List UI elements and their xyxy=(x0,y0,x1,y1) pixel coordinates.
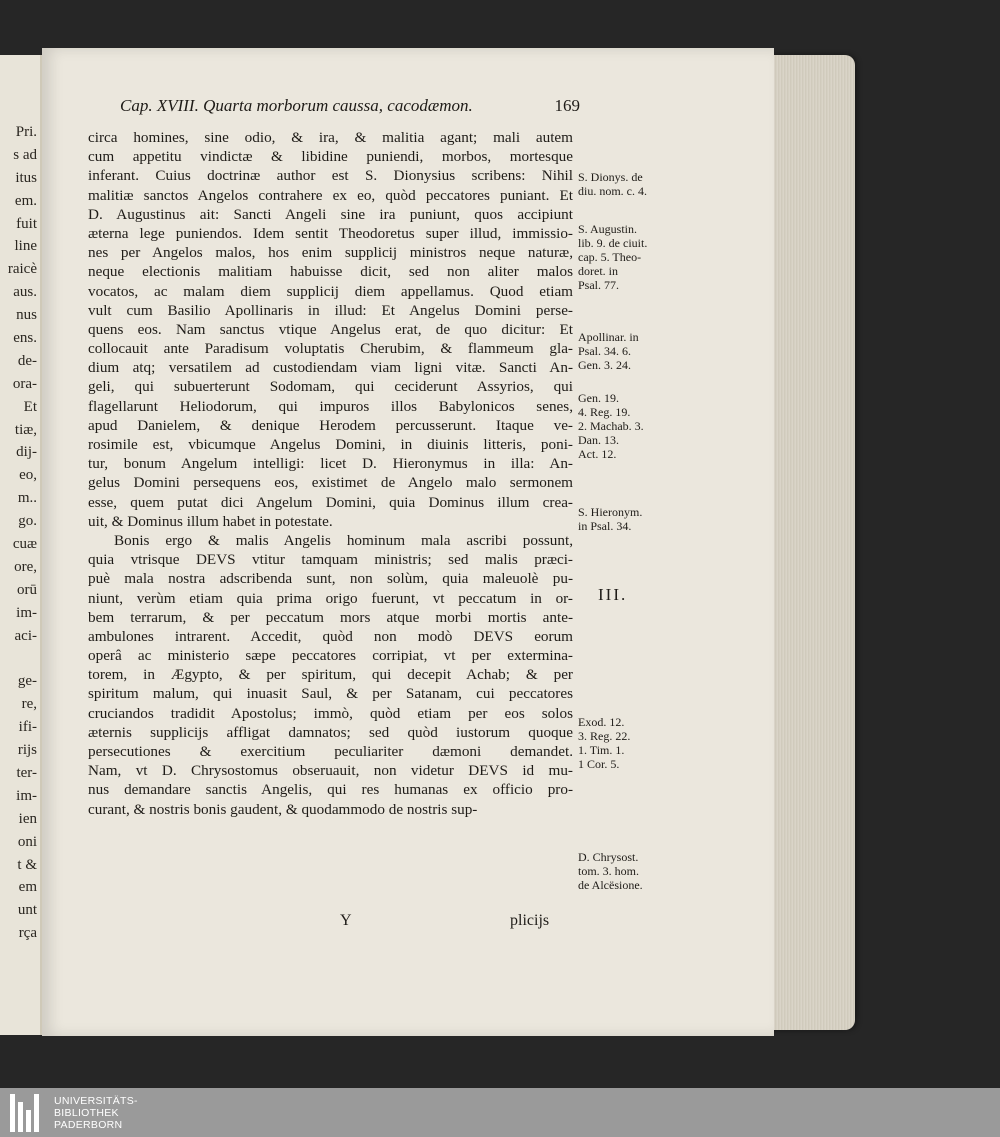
margin-note-line: Act. 12. xyxy=(578,447,617,461)
margin-note-line: doret. in xyxy=(578,264,618,278)
text-line: tur, bonum Angelum intelligi: licet D. Hieronymus in illa: An- xyxy=(88,455,573,473)
margin-note-line: III. xyxy=(598,585,628,604)
fragment-line: de- xyxy=(17,352,37,369)
text-line: nes per Angelos malos, hos enim supplicij ministros neque naturæ, xyxy=(88,244,573,262)
margin-note-line: de Alcësione. xyxy=(578,878,643,892)
fragment-line: ore, xyxy=(14,558,37,575)
margin-note xyxy=(578,715,678,771)
page-number: 169 xyxy=(554,96,580,115)
text-line: vocatos, ac malam diem supplicij diem appellamus. Quod etiam xyxy=(88,282,573,300)
fragment-line: ter- xyxy=(16,764,37,781)
library-name-line1: UNIVERSITÄTS- xyxy=(54,1094,138,1107)
margin-note-line: D. Chrysost. xyxy=(578,850,639,864)
margin-note-line: Apollinar. in xyxy=(578,330,639,344)
margin-note xyxy=(578,391,678,461)
library-name-line2: BIBLIOTHEK xyxy=(54,1106,119,1119)
library-logo-icon xyxy=(10,1094,46,1132)
fragment-line: line xyxy=(14,238,37,255)
text-line: ambulones intrarent. Accedit, quòd non modò DEVS eorum xyxy=(88,627,573,645)
margin-note-line: Psal. 34. 6. xyxy=(578,344,632,358)
text-line: cum appetitu vindictæ & libidine puniendi, morbos, mortesque xyxy=(88,148,573,166)
running-head xyxy=(120,96,580,116)
fragment-line: re, xyxy=(21,696,37,713)
text-line: neque electionis malitiam habuisse dicit, sed non aliter malos xyxy=(88,263,573,281)
text-line: flagellarunt Heliodorum, qui impuros illos Babylonicos senes, xyxy=(88,397,573,415)
fragment-line: ifi- xyxy=(18,719,37,736)
fragment-line: rça xyxy=(18,925,37,942)
main-text-block xyxy=(88,128,573,819)
fragment-line: rijs xyxy=(17,742,37,759)
text-line: æterna lege puniendos. Idem sentit Theodoretus super illud, immissio- xyxy=(88,224,573,242)
previous-page-text xyxy=(0,123,40,947)
fragment-line: m.. xyxy=(17,490,37,507)
text-line: cruciandos tradidit Apostolus; immò, quòd etiam per eos solos xyxy=(88,704,573,722)
text-line: malitiæ sanctos Angelos contrahere ex eo, quòd peccatores puniant. Et xyxy=(88,186,573,204)
fragment-line: oni xyxy=(17,833,37,850)
text-line: geli, qui subuerterunt Sodomam, qui ceciderunt Assyrios, qui xyxy=(88,378,573,396)
page-block-edges xyxy=(760,55,855,1030)
fragment-line xyxy=(0,649,40,672)
fragment-line: tiæ, xyxy=(14,421,37,438)
margin-note-line: Dan. 13. xyxy=(578,433,619,447)
text-line: persecutiones & exercitium peculiariter dæmoni demandet. xyxy=(88,743,573,760)
text-line: uit, & Dominus illum habet in potestate. xyxy=(88,512,333,530)
fragment-line: Et xyxy=(23,398,37,415)
section-number xyxy=(598,585,698,604)
fragment-line: orū xyxy=(17,581,37,598)
fragment-line: ora- xyxy=(12,375,37,392)
signature-mark: Y xyxy=(340,912,352,929)
text-line: curant, & nostris bonis gaudent, & quodammodo de nostris sup- xyxy=(88,800,478,818)
margin-note-line: in Psal. 34. xyxy=(578,519,632,533)
margin-note-line: S. Hieronym. xyxy=(578,505,643,519)
fragment-line: s ad xyxy=(13,146,37,163)
margin-note-line: 1 Cor. 5. xyxy=(578,757,620,771)
library-name xyxy=(54,1095,138,1131)
fragment-line: em xyxy=(18,879,37,896)
text-line: bem terrarum, & per peccatum mors atque morbi mortis ante- xyxy=(88,608,573,626)
fragment-line: unt xyxy=(17,902,37,919)
margin-note-line: 4. Reg. 19. xyxy=(578,405,631,419)
text-line: apud Danielem, & denique Herodem percusserunt. Itaque ve- xyxy=(88,416,573,434)
fragment-line: Pri. xyxy=(15,124,37,140)
margin-note-line: S. Dionys. de xyxy=(578,170,643,184)
text-line: æternis supplicijs affligat damnatos; sed quòd iustorum quoque xyxy=(88,723,573,741)
fragment-line: eo, xyxy=(19,467,37,484)
text-line: niunt, verùm etiam quia prima origo fuerunt, vt peccatum in or- xyxy=(88,589,573,607)
margin-note-line: 3. Reg. 22. xyxy=(578,729,631,743)
fragment-line: raicè xyxy=(7,261,37,278)
text-line: operâ ac ministerio sæpe peccatores corripiat, vt per extermina- xyxy=(88,647,573,665)
fragment-line: ens. xyxy=(13,330,37,347)
fragment-line: im- xyxy=(16,787,37,804)
chapter-title: Cap. XVIII. Quarta morborum caussa, cacodæmon. xyxy=(120,96,473,115)
margin-note xyxy=(578,330,678,372)
fragment-line: fuit xyxy=(16,215,37,232)
text-line: esse, quem putat dici Angelum Domini, quia Dominus illum crea- xyxy=(88,493,573,511)
margin-note-line: Psal. 77. xyxy=(578,278,620,292)
fragment-line: go. xyxy=(18,513,37,530)
text-line: Nam, vt D. Chrysostomus obseruauit, non videtur DEVS id mu- xyxy=(88,762,573,780)
text-line: quia vtrisque DEVS vtitur tamquam ministris; sed malis præci- xyxy=(88,551,573,569)
fragment-line: cuæ xyxy=(12,536,37,553)
catchword: plicijs xyxy=(510,912,550,929)
margin-note xyxy=(578,505,678,533)
library-name-line3: PADERBORN xyxy=(54,1118,123,1131)
margin-note-line: diu. nom. c. 4. xyxy=(578,184,647,198)
text-line: Bonis ergo & malis Angelis hominum mala ascribi possunt, xyxy=(114,531,573,549)
library-branding-bar xyxy=(0,1088,1000,1137)
text-line: gelus Domini persequens eos, existimet de Angelo malo sermonem xyxy=(88,474,573,492)
margin-note xyxy=(578,222,678,292)
margin-note-line: 2. Machab. 3. xyxy=(578,419,644,433)
fragment-line: em. xyxy=(14,192,37,209)
margin-note xyxy=(578,850,678,892)
margin-note-line: Gen. 3. 24. xyxy=(578,358,631,372)
text-line: quens eos. Nam sanctus vtique Angelus erat, de quo dicitur: Et xyxy=(88,320,573,338)
fragment-line: nus xyxy=(16,307,37,324)
margin-note-line: Exod. 12. xyxy=(578,715,625,729)
text-line: dium atq; versatilem ad custodiendam viam ligni vitæ. Sancti An- xyxy=(88,359,573,377)
margin-note-line: cap. 5. Theo- xyxy=(578,250,642,264)
fragment-line: aci- xyxy=(14,627,37,644)
fragment-line: aus. xyxy=(13,284,37,301)
text-line: nus demandare sanctis Angelis, qui res humanas ex officio pro- xyxy=(88,781,573,799)
text-line: vult cum Basilio Apollinaris in illud: Et Angelus Domini perse- xyxy=(88,301,573,319)
fragment-line: ien xyxy=(18,810,37,827)
fragment-line: ge- xyxy=(17,673,37,690)
margin-note-line: lib. 9. de ciuit. xyxy=(578,236,648,250)
margin-note-line: tom. 3. hom. xyxy=(578,864,640,878)
text-line: puè mala nostra adscribenda sunt, non solùm, quia maleuolè pu- xyxy=(88,570,573,588)
text-line: collocauit ante Paradisum voluptatis Cherubim, & flammeum gla- xyxy=(88,340,573,358)
text-line: torem, in Ægypto, & per spiritum, qui decepit Achab; & per xyxy=(88,666,573,684)
text-line: spiritum malum, qui inuasit Saul, & per Satanam, cui peccatores xyxy=(88,685,573,703)
fragment-line: t & xyxy=(17,856,37,873)
previous-page-edge xyxy=(0,55,42,1035)
fragment-line: dij- xyxy=(16,444,37,461)
margin-note-line: S. Augustin. xyxy=(578,222,638,236)
fragment-line: itus xyxy=(15,169,37,186)
fragment-line: im- xyxy=(16,604,37,621)
margin-note-line: 1. Tim. 1. xyxy=(578,743,625,757)
margin-note xyxy=(578,170,678,198)
text-line: circa homines, sine odio, & ira, & malitia agant; mali autem xyxy=(88,129,573,146)
text-line: D. Augustinus ait: Sancti Angeli sine ira puniunt, quos accipiunt xyxy=(88,205,573,223)
text-line: inferant. Cuius doctrinæ author est S. Dionysius scribens: Nihil xyxy=(88,167,573,185)
text-line: rosimile est, vbicumque Angelus Domini, in diuinis litteris, poni- xyxy=(88,436,573,453)
margin-note-line: Gen. 19. xyxy=(578,391,619,405)
